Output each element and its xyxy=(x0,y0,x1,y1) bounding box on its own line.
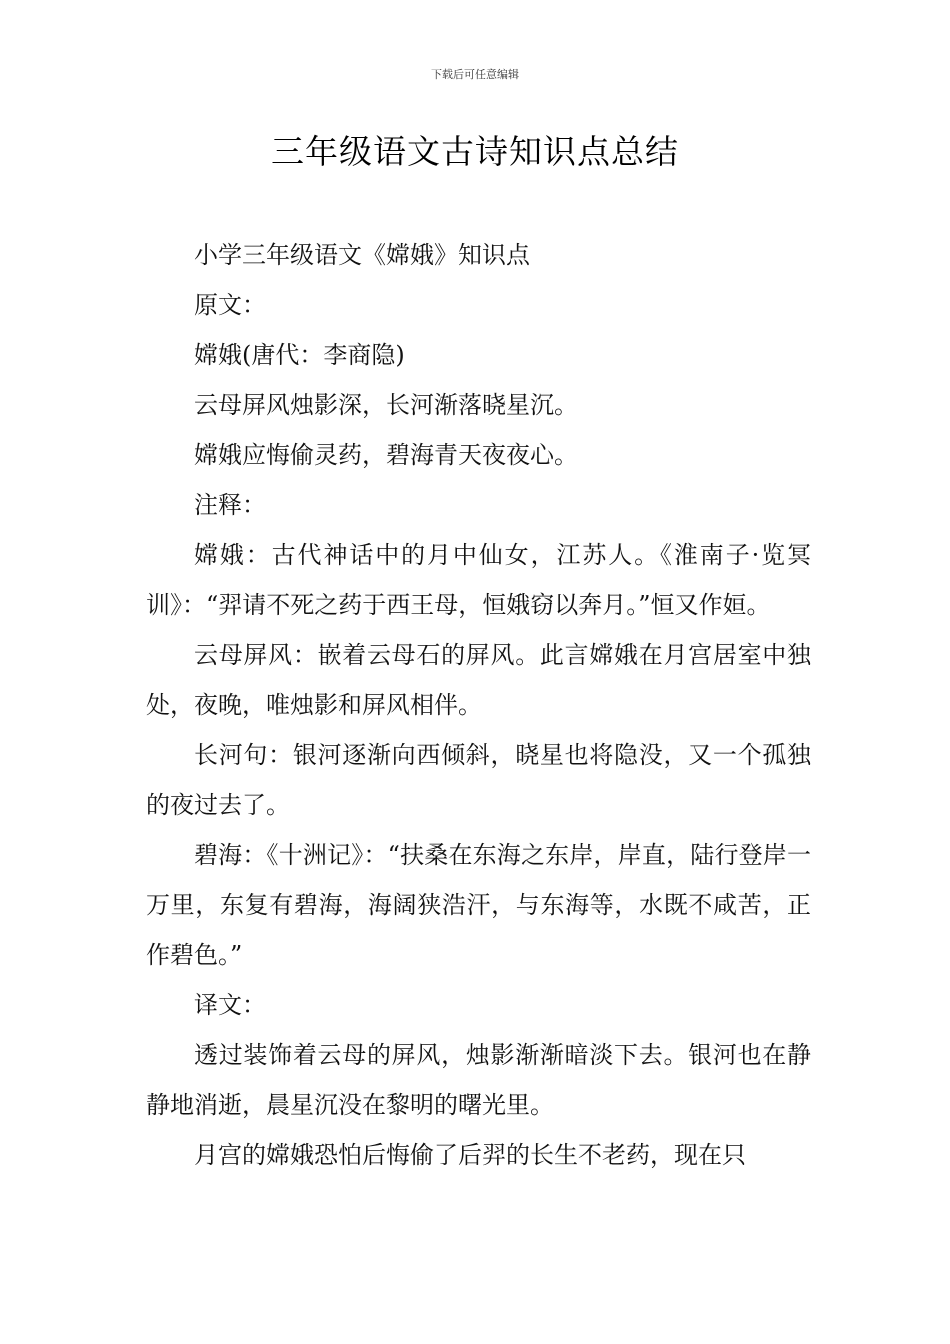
original-text-label: 原文： xyxy=(194,291,266,319)
document-title: 三年级语文古诗知识点总结 xyxy=(271,132,679,171)
translation-label: 译文： xyxy=(194,991,266,1019)
note-paragraph: 碧海：《十洲记》：“扶桑在东海之东岸，岸直，陆行登岸一万里，东复有碧海，海阔狭浩汗，与东海等，水既不咸苦，正作碧色。” xyxy=(146,841,811,969)
section-heading: 小学三年级语文《嫦娥》知识点 xyxy=(194,241,530,269)
note-paragraph: 嫦娥：古代神话中的月中仙女，江苏人。《淮南子·览冥训》：“羿请不死之药于西王母，恒娥窃以奔月。”恒又作姮。 xyxy=(146,541,811,619)
note-paragraph: 云母屏风：嵌着云母石的屏风。此言嫦娥在月宫居室中独处，夜晚，唯烛影和屏风相伴。 xyxy=(146,641,811,719)
header-note: 下载后可任意编辑 xyxy=(431,68,519,81)
document-body xyxy=(146,230,811,1180)
note-paragraph: 长河句：银河逐渐向西倾斜，晓星也将隐没，又一个孤独的夜过去了。 xyxy=(146,741,811,819)
poem-line: 云母屏风烛影深，长河渐落晓星沉。 xyxy=(194,391,578,419)
translation-paragraph: 月宫的嫦娥恐怕后悔偷了后羿的长生不老药，现在只 xyxy=(194,1141,746,1169)
notes-label: 注释： xyxy=(194,491,266,519)
poem-title: 嫦娥(唐代：李商隐) xyxy=(194,341,405,369)
translation-paragraph: 透过装饰着云母的屏风，烛影渐渐暗淡下去。银河也在静静地消逝，晨星沉没在黎明的曙光里。 xyxy=(146,1041,811,1119)
poem-line: 嫦娥应悔偷灵药，碧海青天夜夜心。 xyxy=(194,441,578,469)
